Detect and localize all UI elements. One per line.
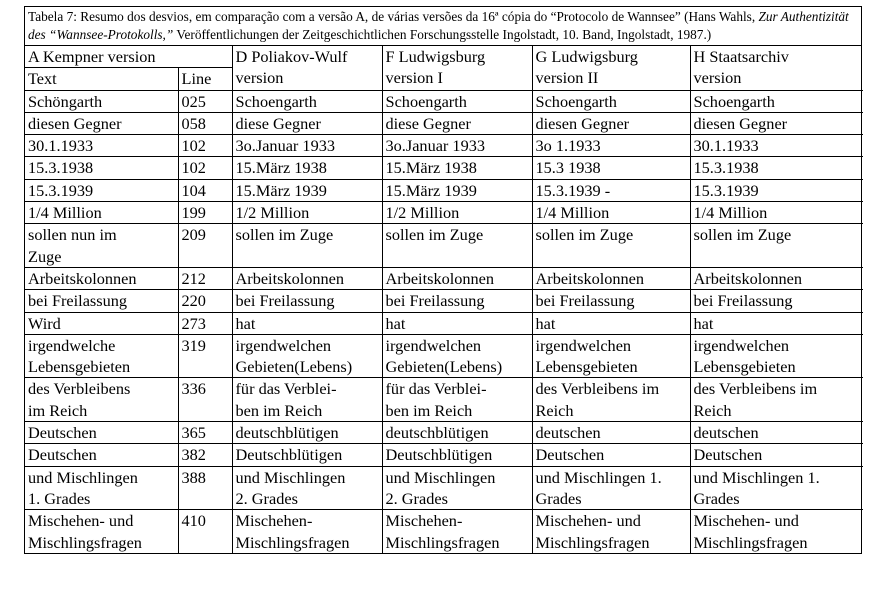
cell-d [232, 112, 382, 134]
cell-g [532, 312, 690, 334]
cell-line: 1/4 Million [28, 203, 102, 223]
cell-line: 058 [178, 112, 232, 134]
cell-g [532, 202, 690, 224]
cell-line: Deutschen [28, 445, 97, 465]
cell-f [382, 312, 532, 334]
cell-line: 1/2 Million [385, 203, 460, 223]
table-row [25, 422, 863, 444]
cell-line: Reich [535, 400, 574, 420]
cell-line: Gebieten(Lebens) [385, 357, 503, 377]
cell-line: Gebieten(Lebens) [235, 357, 353, 377]
cell-a [25, 312, 178, 334]
cell-d [232, 157, 382, 179]
cell-h [690, 112, 863, 134]
cell-d [232, 202, 382, 224]
cell-line: Arbeitskolonnen [535, 268, 645, 288]
cell-d [232, 312, 382, 334]
cell-line: 220 [178, 290, 232, 312]
cell-line: 15.3 1938 [535, 158, 601, 178]
cell-f [382, 224, 532, 268]
cell-line: Lebensgebieten [28, 357, 131, 377]
cell-line: Mischehen- und [693, 511, 799, 531]
header-g-line2: version II [535, 68, 599, 88]
cell-line: 15.3.1938 [28, 158, 94, 178]
cell-line: 15.März 1939 [235, 180, 327, 200]
cell-d [232, 422, 382, 444]
table-row [25, 312, 863, 334]
cell-d [232, 267, 382, 289]
header-a-title: A Kempner version [25, 46, 232, 68]
table-caption [25, 7, 861, 46]
cell-h [690, 267, 863, 289]
cell-line: 15.März 1938 [385, 158, 477, 178]
cell-line: hat [385, 313, 406, 333]
cell-h [690, 224, 863, 268]
cell-line: 3o 1.1933 [535, 136, 601, 156]
cell-line: bei Freilassung [28, 291, 128, 311]
cell-line: hat [235, 313, 256, 333]
cell-line: Arbeitskolonnen [693, 268, 803, 288]
cell-h [690, 312, 863, 334]
cell-line: ben im Reich [385, 400, 473, 420]
cell-line: Mischlingsfragen [235, 532, 350, 552]
cell-line: 1. Grades [28, 488, 91, 508]
cell-h [690, 510, 863, 553]
header-row [25, 46, 863, 68]
cell-line: 15.3.1938 [693, 158, 759, 178]
cell-line: 212 [178, 267, 232, 289]
cell-d [232, 290, 382, 312]
cell-h [690, 466, 863, 510]
cell-f [382, 466, 532, 510]
cell-d [232, 334, 382, 378]
cell-line: 3o.Januar 1933 [235, 136, 335, 156]
cell-line: 365 [178, 422, 232, 444]
cell-h [690, 157, 863, 179]
header-d-line1: D Poliakov-Wulf [235, 47, 348, 66]
table-row [25, 444, 863, 466]
cell-line: des Verbleibens [28, 379, 131, 399]
cell-a [25, 334, 178, 378]
cell-d [232, 135, 382, 157]
cell-a [25, 378, 178, 422]
cell-line: Deutschblütigen [235, 445, 343, 465]
cell-line: Schoengarth [235, 91, 317, 111]
cell-a [25, 90, 178, 112]
cell-h [690, 90, 863, 112]
cell-line: deutschen [693, 423, 759, 443]
cell-line: Arbeitskolonnen [235, 268, 345, 288]
header-a-line: Line [178, 68, 232, 90]
cell-line: Arbeitskolonnen [385, 268, 495, 288]
cell-line: diesen Gegner [535, 113, 630, 133]
header-g-line1: G Ludwigsburg [535, 47, 638, 66]
caption-book-title: Zur Authentizität des “Wannsee-Protokolls,” [28, 9, 849, 42]
cell-f [382, 290, 532, 312]
cell-line: 199 [178, 202, 232, 224]
cell-line: Reich [693, 400, 732, 420]
cell-f [382, 334, 532, 378]
cell-line: Deutschen [535, 445, 605, 465]
cell-line: 1/2 Million [235, 203, 310, 223]
header-d [232, 46, 382, 90]
cell-h [690, 179, 863, 201]
cell-line: des Verbleibens im [535, 379, 660, 399]
table-row [25, 157, 863, 179]
cell-a [25, 267, 178, 289]
cell-line: diesen Gegner [693, 113, 788, 133]
cell-g [532, 179, 690, 201]
cell-line: 30.1.1933 [28, 136, 94, 156]
cell-line: irgendwelche [28, 335, 116, 355]
cell-h [690, 378, 863, 422]
cell-line: des Verbleibens im [693, 379, 818, 399]
cell-line: 15.März 1938 [235, 158, 327, 178]
cell-line: und Mischlingen [235, 467, 346, 487]
cell-a [25, 157, 178, 179]
table-row [25, 334, 863, 378]
cell-g [532, 157, 690, 179]
header-f-line1: F Ludwigsburg [385, 47, 486, 66]
cell-a [25, 224, 178, 268]
cell-line: Mischlingsfragen [28, 532, 142, 552]
cell-g [532, 422, 690, 444]
cell-a [25, 422, 178, 444]
cell-line: irgendwelchen [235, 335, 332, 355]
cell-line: Deutschen [693, 445, 763, 465]
cell-line: 273 [178, 312, 232, 334]
cell-line: 15.3.1939 [28, 180, 94, 200]
cell-g [532, 267, 690, 289]
cell-a [25, 444, 178, 466]
cell-line: und Mischlingen [385, 467, 496, 487]
comparison-table [25, 46, 863, 553]
cell-line: sollen im Zuge [535, 225, 634, 245]
header-a-text: Text [25, 68, 178, 90]
cell-line: sollen im Zuge [235, 225, 334, 245]
cell-a [25, 202, 178, 224]
header-h [690, 46, 863, 90]
cell-line: sollen im Zuge [693, 225, 792, 245]
cell-line: bei Freilassung [693, 291, 793, 311]
cell-g [532, 466, 690, 510]
cell-g [532, 290, 690, 312]
header-f [382, 46, 532, 90]
cell-line: 2. Grades [235, 488, 298, 508]
cell-f [382, 112, 532, 134]
cell-line: 15.3.1939 [693, 180, 759, 200]
cell-line: Mischehen- und [535, 511, 641, 531]
cell-g [532, 510, 690, 553]
cell-line: Mischehen- und [28, 511, 134, 531]
caption-text: Tabela 7: Resumo dos desvios, em comparação com a versão A, de várias versões da 16ª cópia do “Protocolo de Wannsee” (Hans Wahls, [28, 9, 759, 24]
cell-line: und Mischlingen 1. [535, 467, 662, 487]
cell-line: im Reich [28, 400, 88, 420]
cell-h [690, 444, 863, 466]
cell-line: für das Verblei- [235, 379, 337, 399]
cell-line: deutschblütigen [385, 423, 489, 443]
cell-d [232, 90, 382, 112]
cell-line: 336 [178, 378, 232, 422]
cell-f [382, 378, 532, 422]
table-row [25, 135, 863, 157]
cell-line: Schoengarth [385, 91, 467, 111]
cell-line: Wird [28, 313, 61, 333]
cell-line: 319 [178, 334, 232, 378]
cell-a [25, 112, 178, 134]
cell-line: diese Gegner [385, 113, 471, 133]
cell-line: diese Gegner [235, 113, 321, 133]
cell-g [532, 135, 690, 157]
cell-d [232, 179, 382, 201]
cell-line: Arbeitskolonnen [28, 268, 137, 288]
table-row [25, 378, 863, 422]
cell-line: 1/4 Million [693, 203, 768, 223]
cell-line: Lebensgebieten [693, 357, 796, 377]
cell-line: deutschblütigen [235, 423, 339, 443]
header-g [532, 46, 690, 90]
cell-line: 102 [178, 157, 232, 179]
cell-line: bei Freilassung [535, 291, 635, 311]
cell-a [25, 466, 178, 510]
header-h-line2: version [693, 68, 742, 88]
cell-line: 025 [178, 90, 232, 112]
table-row [25, 224, 863, 268]
cell-line: Zuge [28, 246, 62, 266]
cell-f [382, 157, 532, 179]
cell-f [382, 444, 532, 466]
cell-g [532, 334, 690, 378]
cell-line: sollen nun im [28, 225, 117, 245]
cell-a [25, 179, 178, 201]
cell-h [690, 202, 863, 224]
cell-line: hat [693, 313, 714, 333]
cell-line: für das Verblei- [385, 379, 487, 399]
cell-line: diesen Gegner [28, 113, 122, 133]
cell-line: 410 [178, 510, 232, 553]
cell-f [382, 179, 532, 201]
cell-g [532, 444, 690, 466]
table-row [25, 112, 863, 134]
cell-line: und Mischlingen 1. [693, 467, 820, 487]
table-row [25, 179, 863, 201]
cell-line: Mischehen- [385, 511, 463, 531]
cell-line: Mischlingsfragen [385, 532, 500, 552]
cell-line: Grades [535, 488, 582, 508]
cell-g [532, 90, 690, 112]
cell-line: deutschen [535, 423, 601, 443]
table-row [25, 202, 863, 224]
cell-line: Deutschblütigen [385, 445, 493, 465]
cell-line: 104 [178, 179, 232, 201]
table-row [25, 466, 863, 510]
cell-line: hat [535, 313, 556, 333]
cell-d [232, 378, 382, 422]
cell-line: Mischehen- [235, 511, 313, 531]
cell-g [532, 224, 690, 268]
cell-line: Mischlingsfragen [535, 532, 650, 552]
cell-line: 2. Grades [385, 488, 448, 508]
cell-line: bei Freilassung [235, 291, 335, 311]
cell-h [690, 334, 863, 378]
cell-f [382, 267, 532, 289]
cell-f [382, 422, 532, 444]
caption-text-end: Veröffentlichungen der Zeitgeschichtlichen Forschungsstelle Ingolstadt, 10. Band, Ingolstadt, 1987.) [173, 26, 712, 42]
cell-line: 30.1.1933 [693, 136, 759, 156]
cell-line: irgendwelchen [693, 335, 790, 355]
cell-line: 102 [178, 135, 232, 157]
cell-line: Deutschen [28, 423, 97, 443]
cell-line: Schoengarth [693, 91, 775, 111]
cell-line: 209 [178, 224, 232, 268]
cell-d [232, 444, 382, 466]
cell-line: Schöngarth [28, 91, 103, 111]
cell-line: ben im Reich [235, 400, 323, 420]
cell-f [382, 510, 532, 553]
header-f-line2: version I [385, 68, 443, 88]
table-row [25, 90, 863, 112]
cell-h [690, 422, 863, 444]
cell-line: 3o.Januar 1933 [385, 136, 485, 156]
cell-d [232, 510, 382, 553]
cell-line: und Mischlingen [28, 467, 138, 487]
cell-line: Grades [693, 488, 740, 508]
cell-d [232, 224, 382, 268]
table-row [25, 510, 863, 553]
cell-line: Mischlingsfragen [693, 532, 808, 552]
cell-d [232, 466, 382, 510]
cell-line: 388 [178, 466, 232, 510]
cell-line: irgendwelchen [385, 335, 482, 355]
table-row [25, 290, 863, 312]
cell-line: Lebensgebieten [535, 357, 638, 377]
cell-a [25, 135, 178, 157]
cell-line: 382 [178, 444, 232, 466]
cell-f [382, 135, 532, 157]
table-frame [24, 6, 862, 554]
header-h-line1: H Staatsarchiv [693, 47, 789, 66]
cell-a [25, 510, 178, 553]
cell-h [690, 135, 863, 157]
cell-line: sollen im Zuge [385, 225, 484, 245]
header-d-line2: version [235, 68, 284, 88]
cell-line: 15.3.1939 - [535, 180, 611, 200]
cell-line: 1/4 Million [535, 203, 610, 223]
cell-f [382, 202, 532, 224]
cell-h [690, 290, 863, 312]
cell-g [532, 112, 690, 134]
cell-g [532, 378, 690, 422]
cell-line: Schoengarth [535, 91, 617, 111]
cell-a [25, 290, 178, 312]
cell-line: irgendwelchen [535, 335, 632, 355]
cell-line: bei Freilassung [385, 291, 485, 311]
cell-f [382, 90, 532, 112]
table-row [25, 267, 863, 289]
cell-line: 15.März 1939 [385, 180, 477, 200]
